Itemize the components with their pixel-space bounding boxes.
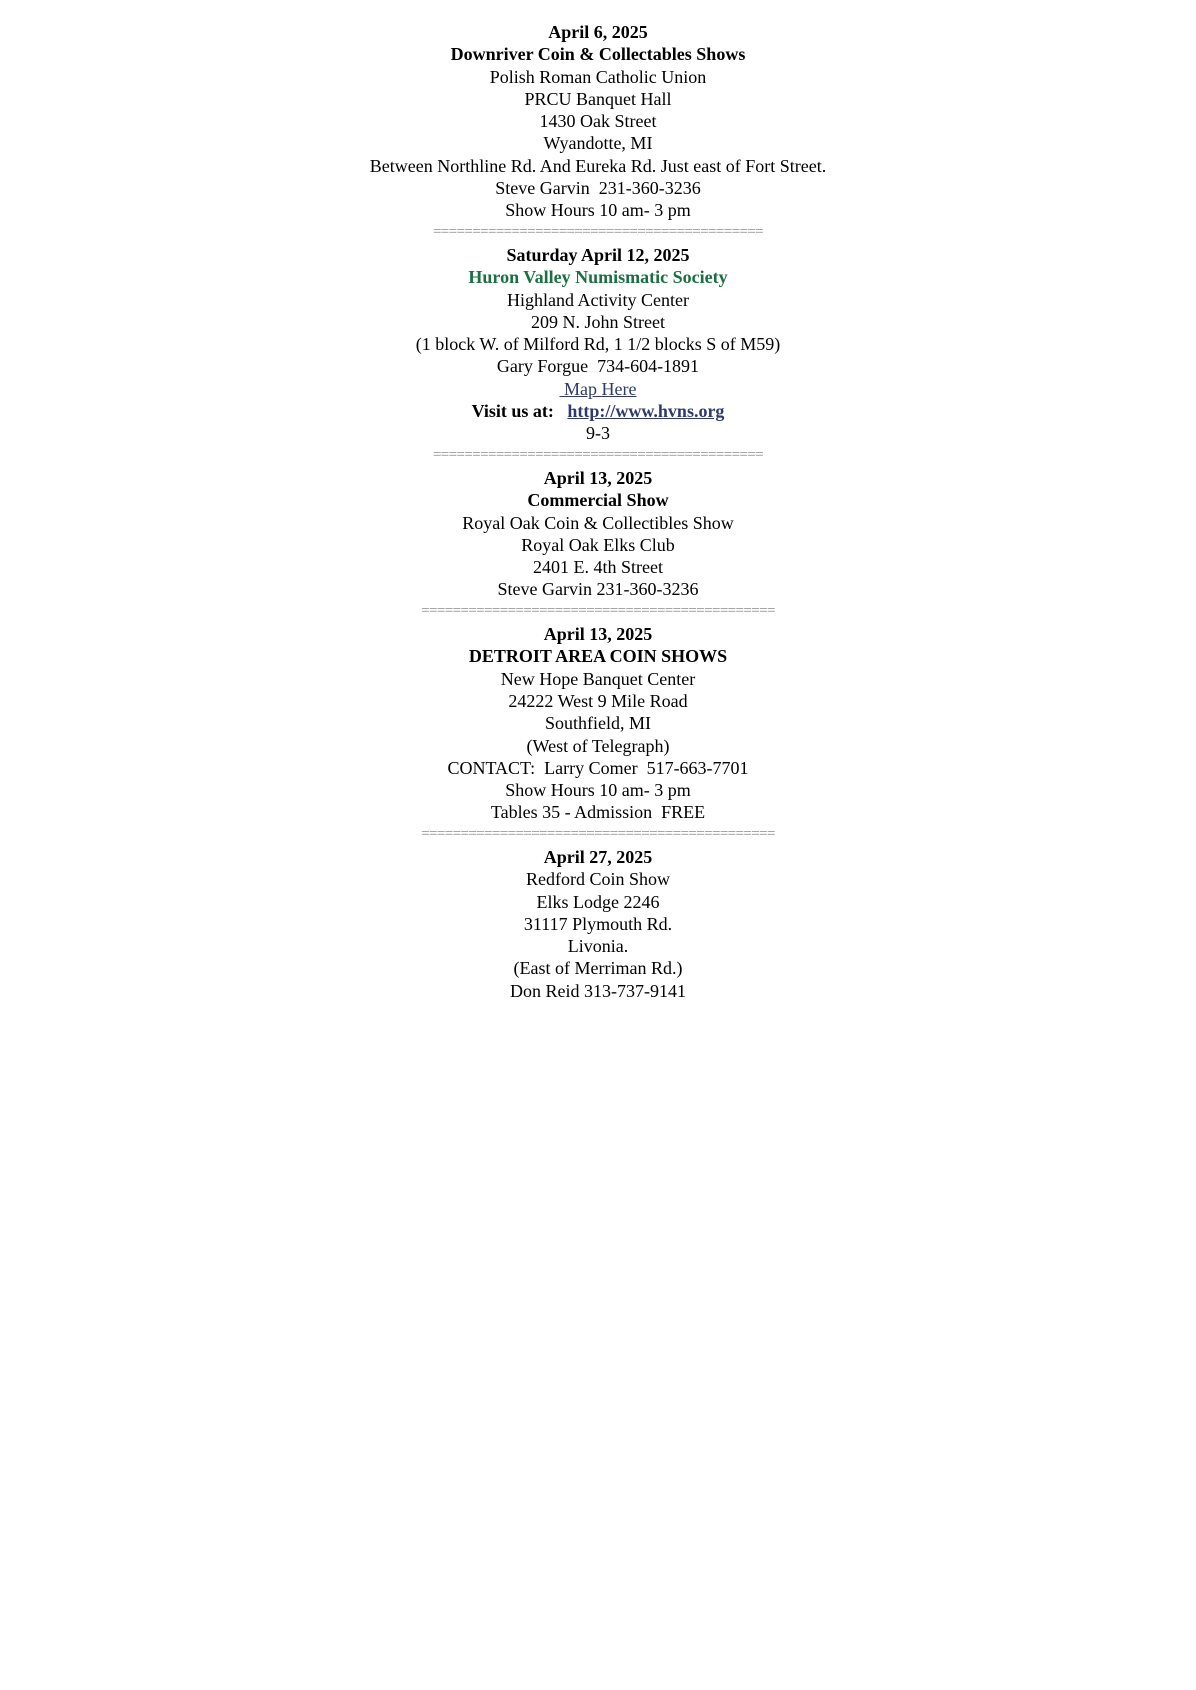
event-name: Redford Coin Show [526,869,670,890]
coin-show-listing [0,21,1196,1002]
event-hours: Show Hours 10 am- 3 pm [505,200,691,221]
website-row [0,400,1196,422]
event-downriver [0,21,1196,222]
event-title: Downriver Coin & Collectables Shows [450,44,746,65]
event-redford [0,846,1196,1002]
event-contact: Don Reid 313-737-9141 [510,980,686,1001]
event-venue: Elks Lodge 2246 [536,891,660,912]
event-directions: (West of Telegraph) [526,735,670,756]
event-street: 1430 Oak Street [539,111,657,132]
event-street: 2401 E. 4th Street [533,557,663,578]
event-venue: New Hope Banquet Center [500,668,696,689]
event-huron-valley [0,244,1196,445]
event-street: 209 N. John Street [531,311,665,332]
event-date: April 27, 2025 [543,846,653,867]
separator-line: ========================================== [432,446,764,463]
event-detroit-area [0,623,1196,824]
event-date: April 6, 2025 [548,22,648,42]
event-contact: Steve Garvin 231-360-3236 [497,579,699,600]
separator-line: ============================================= [421,602,775,619]
event-date: April 13, 2025 [543,467,653,488]
event-venue: Highland Activity Center [507,289,689,310]
event-venue: PRCU Banquet Hall [524,88,672,109]
event-street: 24222 West 9 Mile Road [508,690,688,711]
event-organization: Polish Roman Catholic Union [489,66,707,87]
event-date: April 13, 2025 [543,624,653,645]
event-royal-oak [0,467,1196,601]
event-street: 31117 Plymouth Rd. [523,913,673,934]
map-link-row [0,378,1196,400]
event-title: DETROIT AREA COIN SHOWS [468,646,728,667]
event-city: Southfield, MI [545,713,651,734]
event-venue: Royal Oak Elks Club [521,534,675,555]
visit-label: Visit us at: [471,401,554,422]
event-title: Commercial Show [527,490,669,511]
event-directions: (East of Merriman Rd.) [513,958,683,979]
event-name: Royal Oak Coin & Collectibles Show [462,512,734,533]
event-contact: Gary Forgue 734-604-1891 [496,356,700,377]
event-contact: CONTACT: Larry Comer 517-663-7701 [447,757,749,778]
event-title: Huron Valley Numismatic Society [468,267,728,288]
event-directions: Between Northline Rd. And Eureka Rd. Just east of Fort Street. [369,155,827,176]
event-city: Wyandotte, MI [543,133,653,154]
event-hours: 9-3 [586,423,610,444]
event-tables: Tables 35 - Admission FREE [490,802,706,823]
event-contact: Steve Garvin 231-360-3236 [495,178,701,199]
event-hours: Show Hours 10 am- 3 pm [505,780,691,801]
event-date: Saturday April 12, 2025 [506,244,690,265]
separator-line: ========================================== [432,223,764,240]
event-directions: (1 block W. of Milford Rd, 1 1/2 blocks S of M59) [415,334,781,355]
map-link[interactable]: Map Here [559,378,637,399]
website-link[interactable]: http://www.hvns.org [567,401,725,422]
event-city: Livonia. [567,936,629,957]
separator-line: ============================================= [421,825,775,842]
